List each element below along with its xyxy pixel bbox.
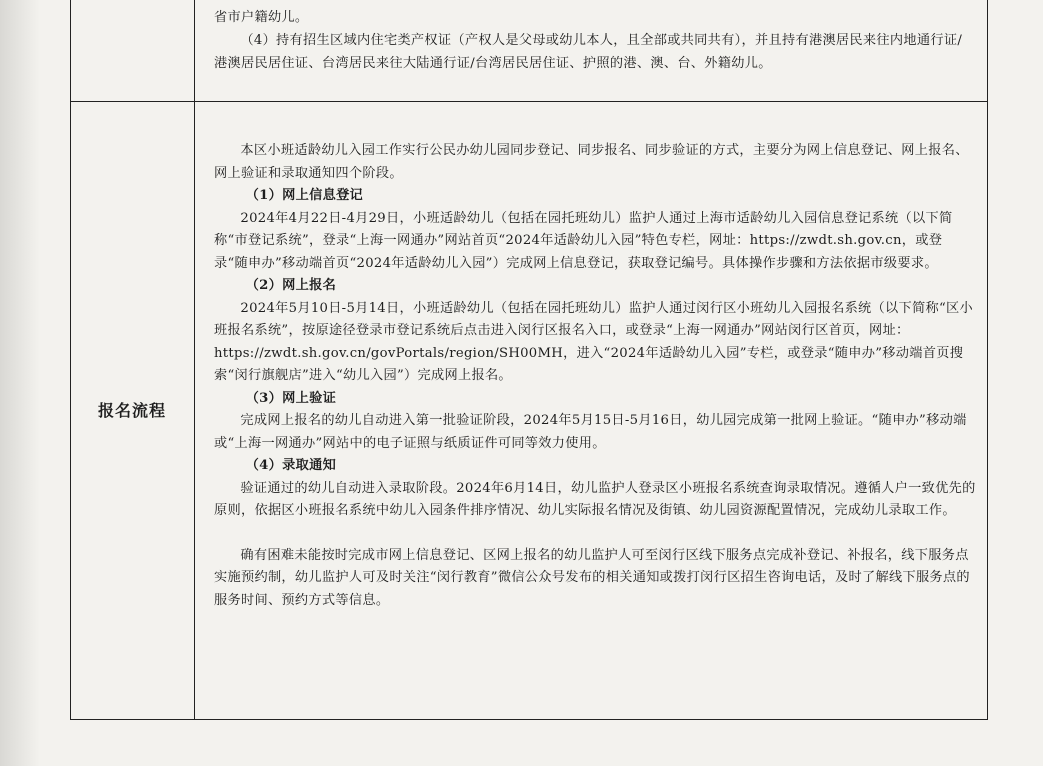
step-4-heading: （4）录取通知: [245, 458, 337, 473]
column-divider: [194, 0, 195, 720]
step-1-heading: （1）网上信息登记: [245, 188, 364, 203]
process-content: [214, 140, 976, 612]
step-4-body: 验证通过的幼儿自动进入录取阶段。2024年6月14日，幼儿监护人登录区小班报名系统查询录取情况。遵循人户一致优先的原则，依据区小班报名系统中幼儿入园条件排序情况、幼儿实际报名情况及街镇、幼儿园资源配置情况，完成幼儿录取工作。: [214, 480, 976, 518]
step-2-body: 2024年5月10日-5月14日，小班适龄幼儿（包括在园托班幼儿）监护人通过闵行区小班幼儿入园报名系统（以下简称“区小班报名系统”，按原途径登录市登记系统后点击进入闵行区报名入口，或登录“上海一网通办”网站闵行区首页，网址：https://zwdt.sh.gov.cn/govPortals/region/SH00MH，进入“2024年适龄幼儿入园”专栏，或登录“随申办”移动端首页搜索“闵行旗舰店”进入“幼儿入园”）完成网上报名。: [214, 300, 973, 383]
step-3-heading: （3）网上验证: [245, 390, 337, 406]
step-2-heading: （2）网上报名: [245, 278, 337, 293]
row-divider: [70, 101, 988, 102]
row-label: 报名流程: [97, 401, 166, 420]
top-cell-content: [214, 6, 974, 75]
step-3-body: 完成网上报名的幼儿自动进入第一批验证阶段，2024年5月15日-5月16日，幼儿园完成第一批网上验证。“随申办”移动端或“上海一网通办”网站中的电子证照与纸质证件可同等效力使用。: [214, 413, 967, 451]
process-closing: 确有困难未能按时完成市网上信息登记、区网上报名的幼儿监护人可至闵行区线下服务点完成补登记、补报名，线下服务点实施预约制，幼儿监护人可及时关注“闵行教育”微信公众号发布的相关通知或拨打闵行区招生咨询电话，及时了解线下服务点的服务时间、预约方式等信息。: [214, 547, 970, 608]
paragraph-gap: [214, 523, 976, 545]
scan-edge-shadow: [0, 0, 40, 766]
process-intro: 本区小班适龄幼儿入园工作实行公民办幼儿园同步登记、同步报名、同步验证的方式，主要分为网上信息登记、网上报名、网上验证和录取通知四个阶段。: [214, 143, 969, 181]
top-cell-line-1: 省市户籍幼儿。: [214, 10, 309, 25]
step-1-body: 2024年4月22日-4月29日，小班适龄幼儿（包括在园托班幼儿）监护人通过上海市适龄幼儿入园信息登记系统（以下简称“市登记系统”，登录“上海一网通办”网站首页“2024年适龄幼儿入园”特色专栏，网址：https://zwdt.sh.gov.cn，或登录“随申办”移动端首页“2024年适龄幼儿入园”）完成网上信息登记，获取登记编号。具体操作步骤和方法依据市级要求。: [214, 210, 953, 271]
top-cell-line-2: （4）持有招生区域内住宅类产权证（产权人是父母或幼儿本人，且全部或共同共有），并且持有港澳居民来往内地通行证/港澳居民居住证、台湾居民来往大陆通行证/台湾居民居住证、护照的港、澳、台、外籍幼儿。: [214, 33, 963, 71]
